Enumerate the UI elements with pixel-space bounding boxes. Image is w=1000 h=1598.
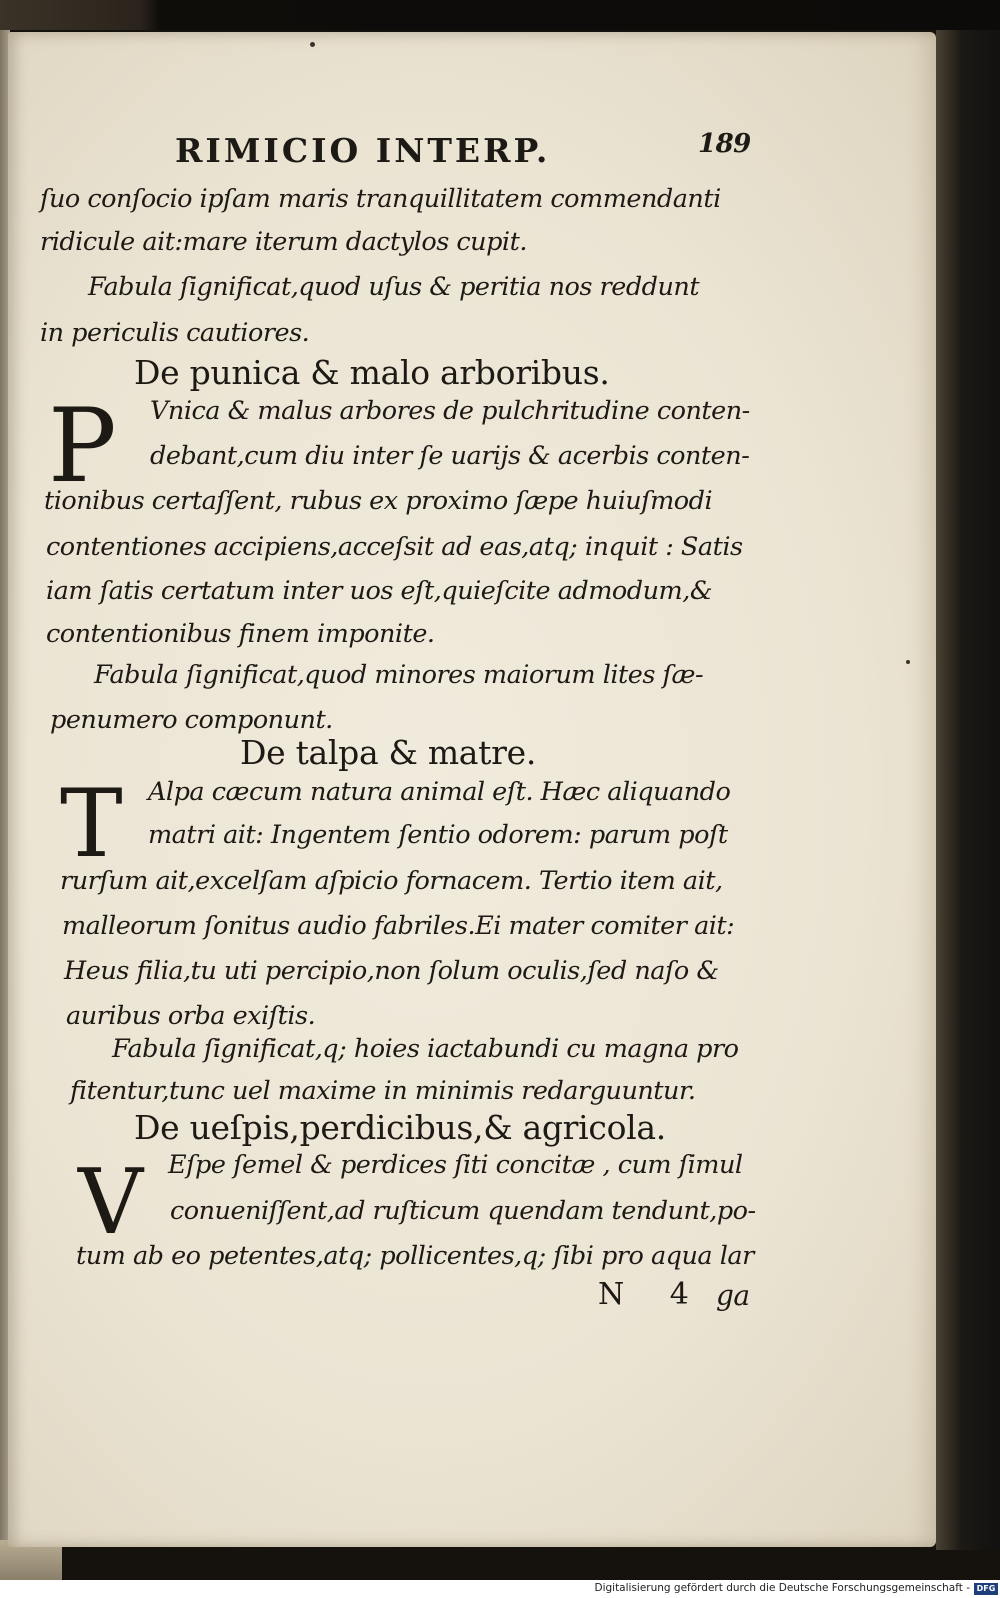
catchword: ga xyxy=(716,1279,750,1312)
right-scan-edge xyxy=(936,30,1000,1550)
ink-speck xyxy=(906,660,910,664)
funding-note: Digitalisierung gefördert durch die Deutsche Forschungsgemeinschaft - xyxy=(594,1582,970,1594)
signature-mark: N 4 xyxy=(598,1277,707,1312)
moral-line: in periculis cautiores. xyxy=(40,318,310,348)
drop-cap-initial: T xyxy=(60,770,123,879)
text-line: Heus filia,tu uti percipio,non ſolum oculis,ſed naſo & xyxy=(64,956,719,986)
dfg-logo: DFG xyxy=(974,1583,998,1595)
text-line: matri ait: Ingentem ſentio odorem: parum poſt xyxy=(148,820,728,850)
moral-line: fitentur,tunc uel maxime in minimis redarguuntur. xyxy=(70,1076,696,1106)
ink-speck xyxy=(310,42,315,47)
text-line: Eſpe ſemel & perdices ſiti concitæ , cum ſimul xyxy=(168,1150,743,1180)
moral-line: penumero componunt. xyxy=(50,705,333,735)
text-line: ſuo conſocio ipſam maris tranquillitatem commendanti xyxy=(40,184,721,214)
text-line: Alpa cæcum natura animal eſt. Hæc aliquando xyxy=(148,777,731,807)
footer-bar xyxy=(0,1580,1000,1598)
running-head: RIMICIO INTERP. xyxy=(175,131,551,170)
fable-heading: De ueſpis,perdicibus,& agricola. xyxy=(134,1108,666,1147)
text-line: debant,cum diu inter ſe uarijs & acerbis conten- xyxy=(150,441,750,471)
text-line: tionibus certaſſent, rubus ex proximo ſæpe huiuſmodi xyxy=(44,486,713,516)
moral-line: Fabula ſignificat,quod uſus & peritia nos reddunt xyxy=(88,272,700,302)
top-scan-edge xyxy=(0,0,1000,30)
fable-heading: De talpa & matre. xyxy=(240,733,537,772)
text-line: auribus orba exiſtis. xyxy=(66,1001,316,1031)
text-line: contentionibus finem imponite. xyxy=(46,619,435,649)
text-line: tum ab eo petentes,atq; pollicentes,q; ſibi pro aqua lar xyxy=(76,1241,754,1271)
text-line: contentiones accipiens,acceſsit ad eas,atq; inquit : Satis xyxy=(46,532,743,562)
drop-cap-initial: V xyxy=(78,1150,143,1255)
text-line: iam ſatis certatum inter uos eſt,quieſcite admodum,& xyxy=(46,576,713,606)
text-line: Vnica & malus arbores de pulchritudine conten- xyxy=(150,396,750,426)
page-number: 189 xyxy=(698,129,751,159)
text-line: conueniſſent,ad ruſticum quendam tendunt,po- xyxy=(170,1196,756,1226)
text-line: malleorum ſonitus audio fabriles.Ei mater comiter ait: xyxy=(62,911,735,941)
moral-line: Fabula ſignificat,quod minores maiorum lites ſæ- xyxy=(94,660,704,690)
moral-line: Fabula ſignificat,q; hoies iactabundi cu magna pro xyxy=(112,1034,739,1064)
text-line: ridicule ait:mare iterum dactylos cupit. xyxy=(40,227,527,257)
drop-cap-initial: P xyxy=(48,387,117,506)
text-line: rurſum ait,excelſam aſpicio fornacem. Tertio item ait, xyxy=(60,866,723,896)
fable-heading: De punica & malo arboribus. xyxy=(134,353,610,392)
